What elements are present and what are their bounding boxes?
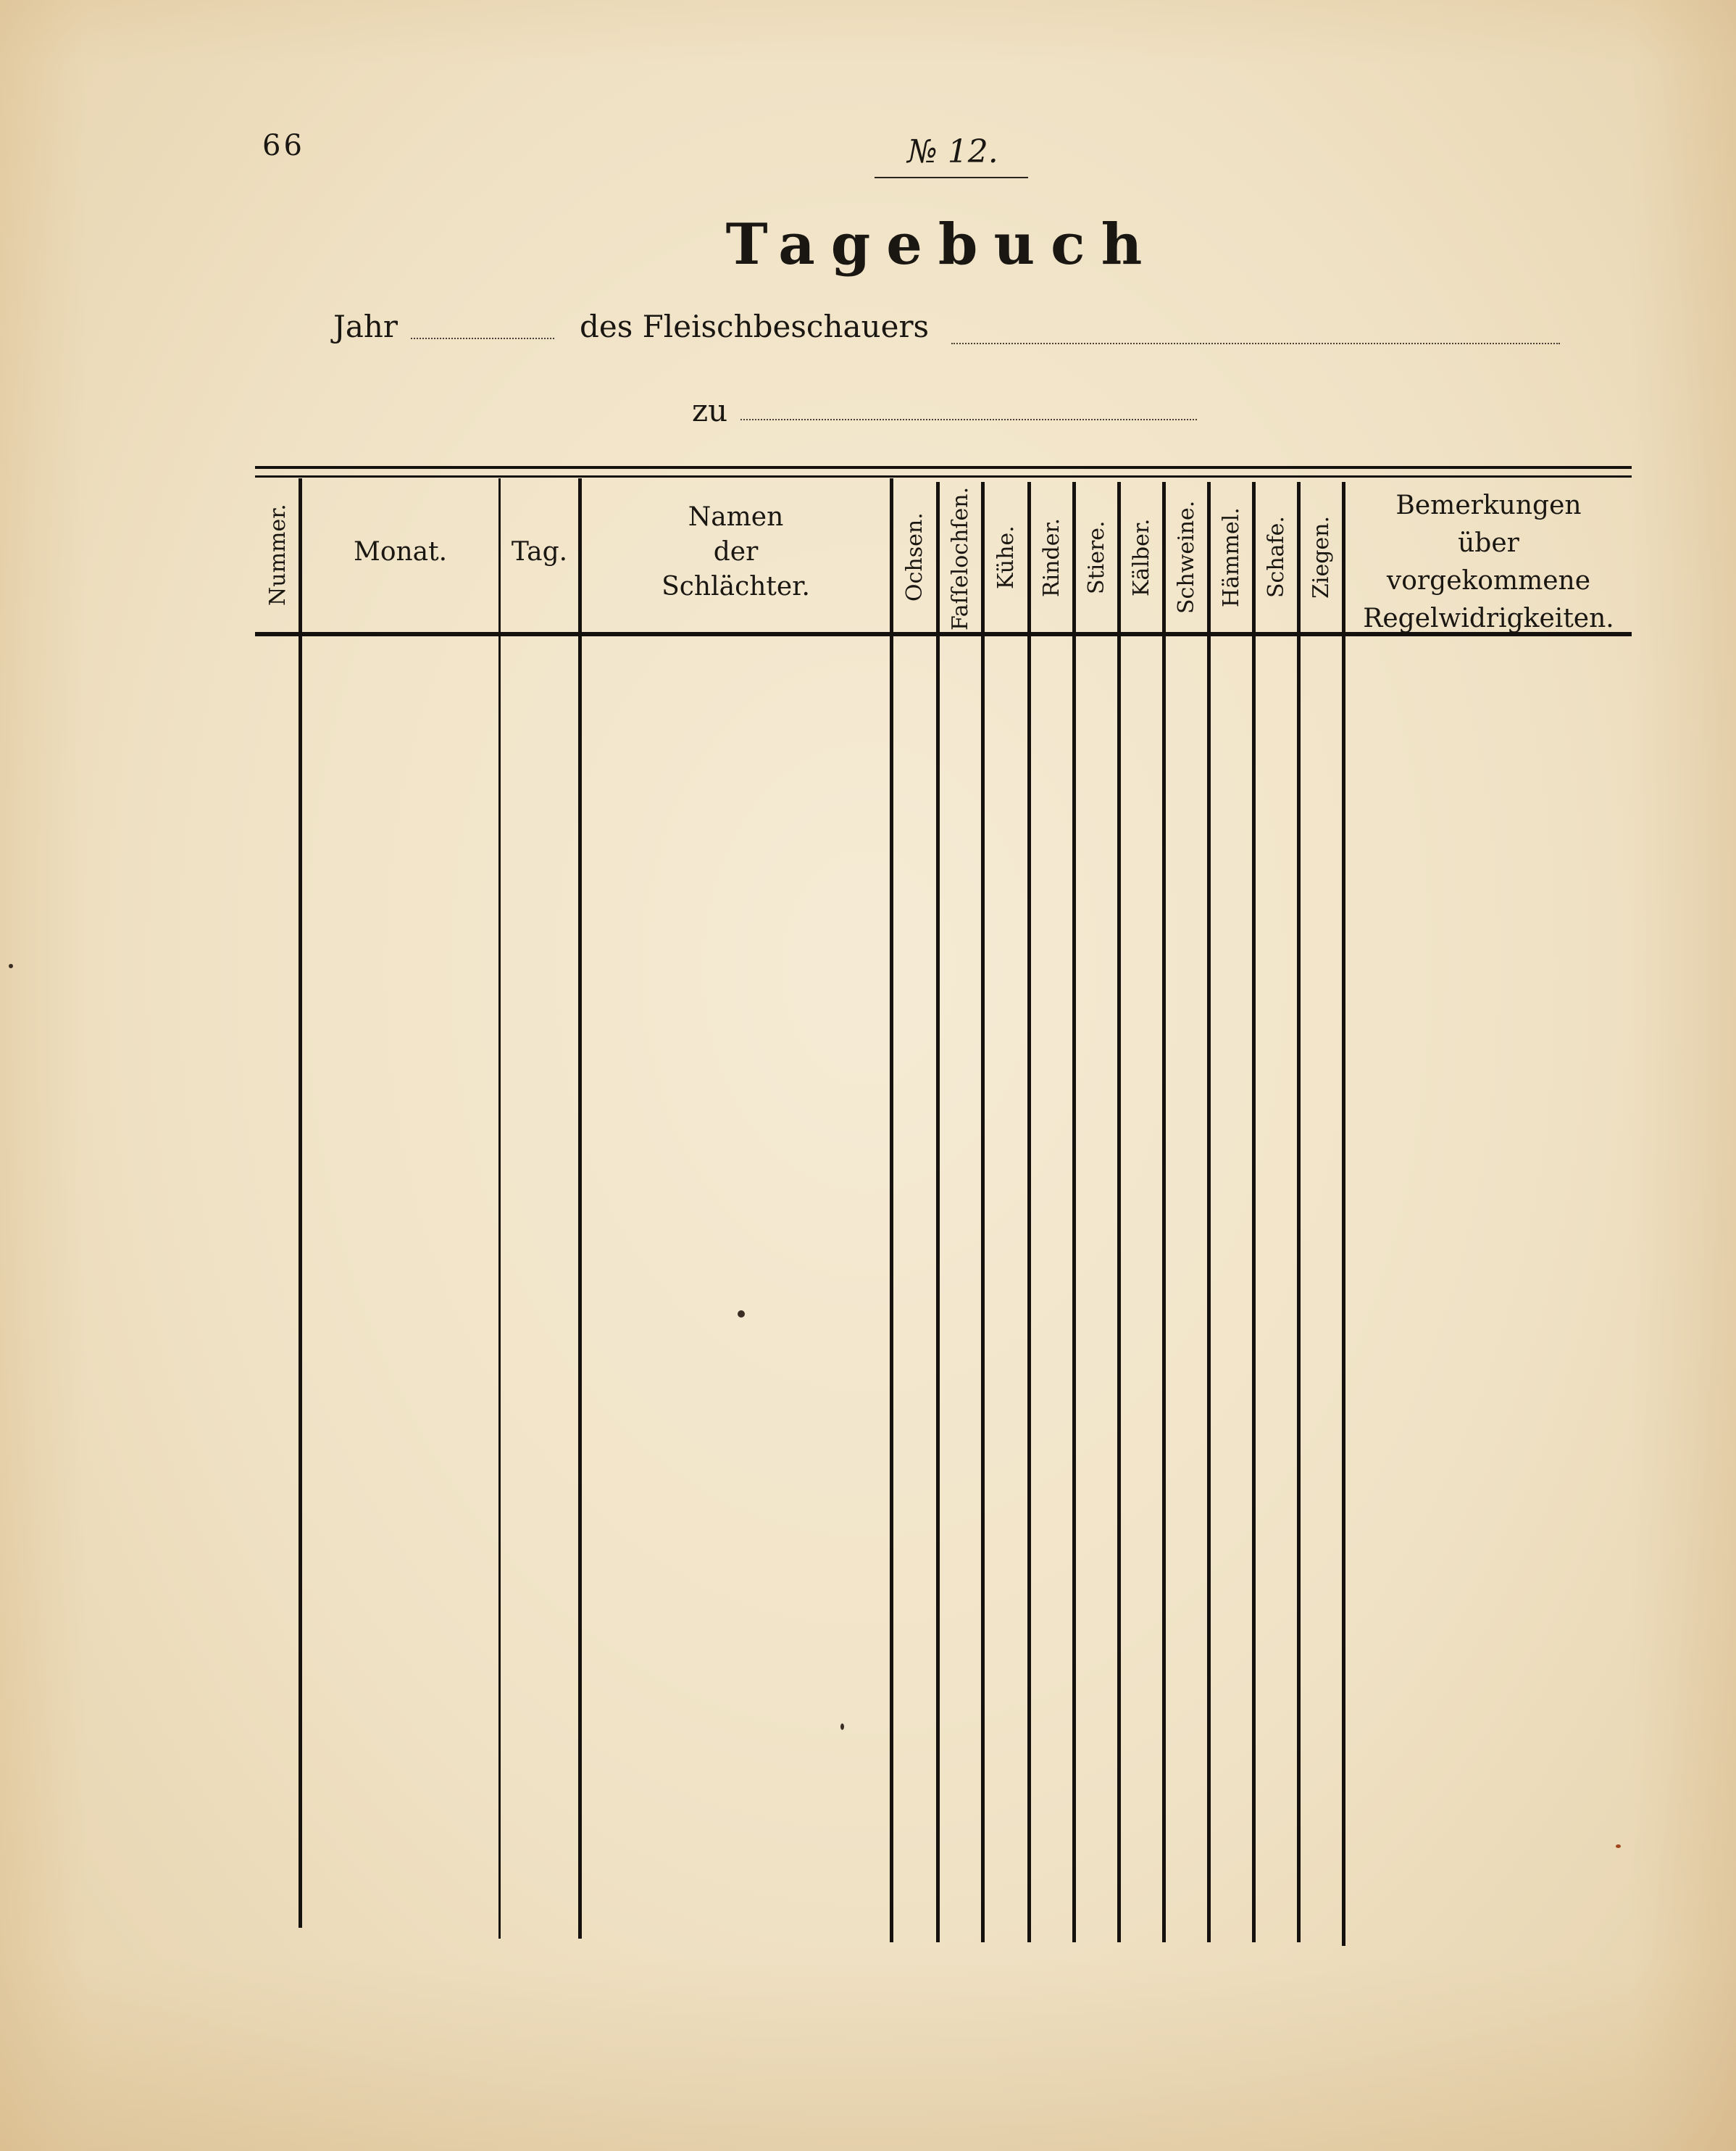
column-rule: [1117, 482, 1121, 1942]
column-header-pigs: Schweine.: [1174, 500, 1199, 615]
column-header-month: Monat.: [353, 537, 448, 567]
butchers-line-2: der: [713, 537, 759, 567]
column-rule: [578, 478, 582, 1939]
ink-speck: [738, 1310, 745, 1318]
column-rule: [299, 478, 302, 1928]
column-rule: [1027, 482, 1031, 1942]
column-header-bulls: Stiere.: [1084, 520, 1109, 594]
page-number: 66: [262, 129, 305, 162]
column-header-number: Nummer.: [265, 504, 291, 607]
inspector-label: des Fleischbeschauers: [580, 309, 930, 344]
page-title: Tagebuch: [725, 212, 1159, 278]
column-header-fattened-oxen: Faſſelochſen.: [948, 486, 973, 631]
remarks-line-1: Bemerkungen: [1395, 491, 1582, 520]
column-rule: [981, 482, 985, 1942]
column-rule: [498, 478, 501, 1939]
table-top-rule: [255, 466, 1632, 469]
butchers-line-1: Namen: [688, 502, 784, 532]
column-rule: [890, 478, 893, 1942]
column-rule: [1252, 482, 1256, 1942]
remarks-line-4: Regelwidrigkeiten.: [1363, 604, 1614, 633]
column-rule: [1207, 482, 1211, 1942]
column-rule: [936, 482, 940, 1942]
column-header-goats: Ziegen.: [1309, 516, 1334, 599]
location-label: zu: [692, 393, 728, 428]
ink-speck: [1616, 1844, 1621, 1848]
column-rule: [1072, 482, 1076, 1942]
table-top-rule-2: [255, 475, 1632, 478]
column-rule: [1297, 482, 1301, 1942]
column-header-remarks: [1345, 487, 1632, 638]
column-header-cattle: Rinder.: [1039, 517, 1064, 597]
column-header-wethers: Hämmel.: [1219, 507, 1244, 607]
column-header-cows: Kühe.: [993, 525, 1019, 589]
butchers-line-3: Schlächter.: [662, 572, 810, 602]
location-fill-line[interactable]: [740, 419, 1197, 420]
column-rule: [1342, 482, 1345, 1946]
year-label: Jahr: [333, 309, 398, 344]
ink-speck: [9, 964, 13, 968]
column-rule: [1162, 482, 1166, 1942]
column-header-sheep: Schafe.: [1264, 516, 1289, 599]
column-header-calves: Kälber.: [1129, 518, 1154, 596]
inspector-fill-line[interactable]: [951, 343, 1560, 344]
column-header-butchers: [582, 500, 890, 604]
ink-speck: [840, 1723, 844, 1730]
column-header-oxen: Ochsen.: [902, 512, 927, 602]
form-number: № 12.: [907, 133, 998, 170]
form-number-underline: [875, 177, 1028, 178]
year-fill-line[interactable]: [411, 338, 554, 339]
remarks-line-2: über: [1458, 528, 1519, 558]
remarks-line-3: vorgekommene: [1386, 566, 1591, 596]
column-header-day: Tag.: [511, 537, 568, 567]
